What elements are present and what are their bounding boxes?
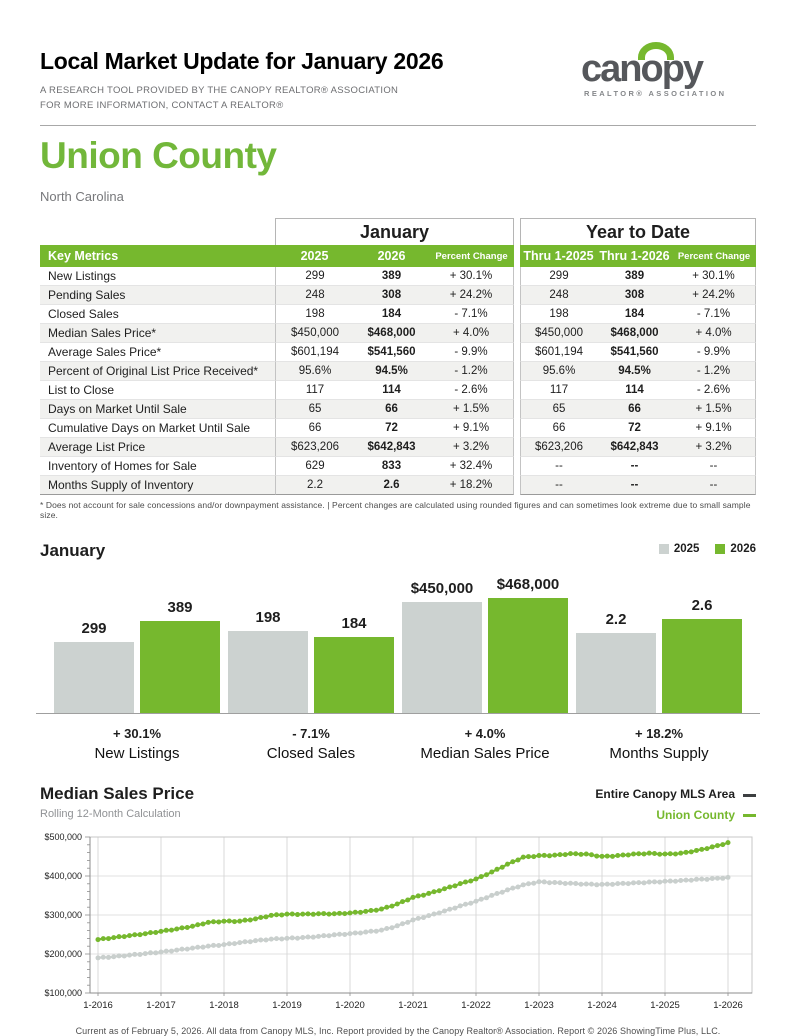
report-footer: Current as of February 5, 2026. All data from Canopy MLS, Inc. Report provided by the Canopy Realtor® Association. Report © 2026 ShowingTime Plus, LLC. [75, 1026, 721, 1036]
metric-value-cell: -- [597, 457, 672, 476]
bar-category-label: Median Sales Price [420, 745, 550, 763]
bar-2025 [576, 611, 656, 713]
metric-value-cell: - 2.6% [672, 381, 756, 400]
bar-2026 [314, 615, 394, 713]
metric-value-cell: + 4.0% [429, 324, 514, 343]
bar-chart-section [40, 541, 756, 762]
table-group-header-ytd: Year to Date [520, 218, 756, 245]
metric-name-cell: Cumulative Days on Market Until Sale [40, 419, 275, 438]
metric-value-cell: 95.6% [275, 362, 354, 381]
metric-name-cell: New Listings [40, 267, 275, 286]
metric-value-cell: 2.6 [354, 476, 429, 495]
metric-value-cell: 248 [520, 286, 597, 305]
metric-value-cell: 65 [520, 400, 597, 419]
metric-value-cell: $468,000 [597, 324, 672, 343]
metric-value-cell: 117 [520, 381, 597, 400]
metric-value-cell: 66 [354, 400, 429, 419]
svg-text:1-2016: 1-2016 [83, 1000, 113, 1012]
median-sales-price-line-chart [40, 831, 756, 1017]
svg-text:1-2024: 1-2024 [587, 1000, 617, 1012]
metric-value-cell: 66 [275, 419, 354, 438]
legend-item-2026: 2026 [715, 543, 756, 555]
canopy-logo-tagline: REALTOR® ASSOCIATION [584, 89, 727, 98]
percent-change-label: + 30.1% [112, 726, 162, 742]
bar-category-label: Months Supply [609, 745, 709, 763]
metric-name-cell: Average List Price [40, 438, 275, 457]
svg-text:1-2022: 1-2022 [461, 1000, 491, 1012]
bar-value-label: 2.6 [691, 597, 713, 615]
metric-value-cell: -- [672, 476, 756, 495]
line-chart-subtitle: Rolling 12-Month Calculation [40, 808, 181, 821]
header-text-block [40, 44, 443, 113]
metric-value-cell: - 9.9% [672, 343, 756, 362]
metric-value-cell: 94.5% [354, 362, 429, 381]
metric-value-cell: + 30.1% [429, 267, 514, 286]
bar-rect [576, 633, 656, 713]
svg-text:$500,000: $500,000 [44, 832, 82, 843]
metric-value-cell: 184 [597, 305, 672, 324]
metric-value-cell: 94.5% [597, 362, 672, 381]
metric-value-cell: -- [520, 476, 597, 495]
bar-group [576, 563, 742, 762]
legend-dash-union-icon [743, 814, 756, 817]
legend-item-canopy-mls: Entire Canopy MLS Area [595, 784, 756, 804]
metric-value-cell: $468,000 [354, 324, 429, 343]
metric-value-cell: $642,843 [354, 438, 429, 457]
line-chart-header [40, 784, 756, 825]
metric-value-cell: 299 [520, 267, 597, 286]
metric-value-cell: 389 [354, 267, 429, 286]
legend-item-union-county: Union County [595, 805, 756, 825]
metric-value-cell: $450,000 [275, 324, 354, 343]
bar-rect [140, 621, 220, 713]
svg-text:1-2020: 1-2020 [335, 1000, 365, 1012]
line-chart-title-block [40, 784, 194, 820]
metric-value-cell: $601,194 [520, 343, 597, 362]
metric-value-cell: 66 [520, 419, 597, 438]
metric-value-cell: 72 [597, 419, 672, 438]
metric-value-cell: 833 [354, 457, 429, 476]
bar-rect [228, 631, 308, 713]
bar-rect [54, 642, 134, 713]
metric-value-cell: -- [597, 476, 672, 495]
bar-group [54, 563, 220, 762]
subtitle-line-2: FOR MORE INFORMATION, CONTACT A REALTOR® [40, 99, 284, 111]
bar-group [228, 563, 394, 762]
table-footnote: * Does not account for sale concessions and/or downpayment assistance. | Percent changes are calculated using rounded figures and can sometimes look extreme due to small sample size. [40, 500, 751, 521]
metric-value-cell: - 1.2% [429, 362, 514, 381]
report-header [40, 44, 756, 113]
metric-name-cell: Closed Sales [40, 305, 275, 324]
metric-value-cell: 308 [354, 286, 429, 305]
metric-name-cell: Percent of Original List Price Received* [40, 362, 275, 381]
metric-name-cell: Months Supply of Inventory [40, 476, 275, 495]
bar-chart-header [40, 541, 756, 561]
line-chart-legend [595, 784, 756, 825]
metric-value-cell: 114 [597, 381, 672, 400]
metric-name-cell: Inventory of Homes for Sale [40, 457, 275, 476]
bar-2026 [662, 597, 742, 713]
metric-value-cell: $541,560 [597, 343, 672, 362]
metric-value-cell: + 32.4% [429, 457, 514, 476]
legend-swatch-2026 [715, 544, 725, 554]
metric-value-cell: $642,843 [597, 438, 672, 457]
metric-value-cell: $623,206 [275, 438, 354, 457]
metric-value-cell: + 9.1% [672, 419, 756, 438]
bar-chart-legend [659, 541, 756, 555]
metric-value-cell: $450,000 [520, 324, 597, 343]
percent-change-label: + 4.0% [464, 726, 506, 742]
header-divider [40, 125, 756, 126]
percent-change-label: - 7.1% [292, 726, 330, 742]
bar-group [402, 563, 568, 762]
legend-item-2025: 2025 [659, 543, 700, 555]
metric-value-cell: - 2.6% [429, 381, 514, 400]
line-chart-title: Median Sales Price [40, 784, 195, 804]
column-header-2026: 2026 [354, 245, 429, 267]
canopy-arc-icon [638, 42, 674, 60]
table-corner-spacer [40, 218, 275, 245]
percent-change-label: + 18.2% [634, 726, 684, 742]
svg-text:$200,000: $200,000 [44, 949, 82, 960]
line-chart-section [40, 784, 756, 1022]
bar-rect [314, 637, 394, 713]
bar-value-label: 299 [81, 620, 107, 638]
metric-value-cell: + 1.5% [672, 400, 756, 419]
metric-value-cell: - 7.1% [672, 305, 756, 324]
bar-value-label: 198 [255, 609, 281, 627]
page-title: Local Market Update for January 2026 [40, 48, 444, 74]
legend-dash-canopy-icon [743, 794, 756, 797]
bar-value-label: 389 [167, 599, 193, 617]
metric-name-cell: Days on Market Until Sale [40, 400, 275, 419]
metric-value-cell: 248 [275, 286, 354, 305]
bar-2025 [228, 609, 308, 713]
key-metrics-table [40, 218, 756, 495]
metric-value-cell: $601,194 [275, 343, 354, 362]
column-header-percent-change: Percent Change [429, 245, 514, 267]
metric-value-cell: - 7.1% [429, 305, 514, 324]
metric-value-cell: -- [672, 457, 756, 476]
svg-text:$400,000: $400,000 [44, 871, 82, 882]
column-header-thru-2025: Thru 1-2025 [520, 245, 597, 267]
metric-name-cell: List to Close [40, 381, 275, 400]
svg-text:1-2018: 1-2018 [209, 1000, 239, 1012]
metric-value-cell: 629 [275, 457, 354, 476]
metric-value-cell: 117 [275, 381, 354, 400]
region-title: Union County [40, 135, 277, 177]
metric-value-cell: 65 [275, 400, 354, 419]
metric-value-cell: 2.2 [275, 476, 354, 495]
legend-swatch-2025 [659, 544, 669, 554]
subtitle-line-1: A RESEARCH TOOL PROVIDED BY THE CANOPY REALTOR® ASSOCIATION [40, 85, 399, 96]
metric-value-cell: + 9.1% [429, 419, 514, 438]
bar-chart [40, 563, 756, 762]
svg-text:1-2019: 1-2019 [272, 1000, 302, 1012]
metric-value-cell: + 30.1% [672, 267, 756, 286]
column-header-thru-2026: Thru 1-2026 [597, 245, 672, 267]
metric-value-cell: + 1.5% [429, 400, 514, 419]
metric-value-cell: 198 [275, 305, 354, 324]
metric-value-cell: + 3.2% [672, 438, 756, 457]
bar-category-label: New Listings [94, 745, 180, 763]
metric-value-cell: + 24.2% [672, 286, 756, 305]
metric-value-cell: 95.6% [520, 362, 597, 381]
metric-value-cell: 389 [597, 267, 672, 286]
bar-chart-title: January [40, 541, 106, 561]
metric-value-cell: + 24.2% [429, 286, 514, 305]
metric-value-cell: 308 [597, 286, 672, 305]
bar-2026 [488, 576, 568, 713]
metric-value-cell: + 4.0% [672, 324, 756, 343]
metric-value-cell: - 1.2% [672, 362, 756, 381]
svg-text:$300,000: $300,000 [44, 910, 82, 921]
column-header-ytd-percent-change: Percent Change [672, 245, 756, 267]
metric-name-cell: Pending Sales [40, 286, 275, 305]
bar-2025 [402, 580, 482, 713]
bar-rect [662, 619, 742, 713]
metric-value-cell: + 3.2% [429, 438, 514, 457]
metric-value-cell: -- [520, 457, 597, 476]
header-subtitle [40, 84, 443, 113]
bar-value-label: $468,000 [496, 576, 560, 594]
metric-name-cell: Median Sales Price* [40, 324, 275, 343]
metric-value-cell: 198 [520, 305, 597, 324]
canopy-logo [581, 44, 756, 98]
bar-2026 [140, 599, 220, 713]
metric-value-cell: $623,206 [520, 438, 597, 457]
svg-text:1-2017: 1-2017 [146, 1000, 176, 1012]
metric-value-cell: 184 [354, 305, 429, 324]
svg-text:1-2025: 1-2025 [650, 1000, 680, 1012]
bar-rect [402, 602, 482, 713]
bar-value-label: $450,000 [410, 580, 474, 598]
svg-text:1-2023: 1-2023 [524, 1000, 554, 1012]
svg-text:1-2021: 1-2021 [398, 1000, 428, 1012]
bar-value-label: 2.2 [605, 611, 627, 629]
metric-value-cell: + 18.2% [429, 476, 514, 495]
metric-value-cell: $541,560 [354, 343, 429, 362]
metric-value-cell: - 9.9% [429, 343, 514, 362]
bar-2025 [54, 620, 134, 713]
column-header-2025: 2025 [275, 245, 354, 267]
metric-name-cell: Average Sales Price* [40, 343, 275, 362]
region-state: North Carolina [40, 189, 124, 205]
bar-category-label: Closed Sales [266, 745, 356, 763]
metric-value-cell: 299 [275, 267, 354, 286]
canopy-logo-wordmark: canopy [581, 50, 702, 88]
bar-rect [488, 598, 568, 713]
svg-text:1-2026: 1-2026 [713, 1000, 743, 1012]
bar-value-label: 184 [341, 615, 367, 633]
metric-value-cell: 66 [597, 400, 672, 419]
column-header-key-metrics: Key Metrics [40, 245, 275, 267]
table-group-header-january: January [275, 218, 514, 245]
metric-value-cell: 72 [354, 419, 429, 438]
svg-text:$100,000: $100,000 [44, 988, 82, 999]
metric-value-cell: 114 [354, 381, 429, 400]
